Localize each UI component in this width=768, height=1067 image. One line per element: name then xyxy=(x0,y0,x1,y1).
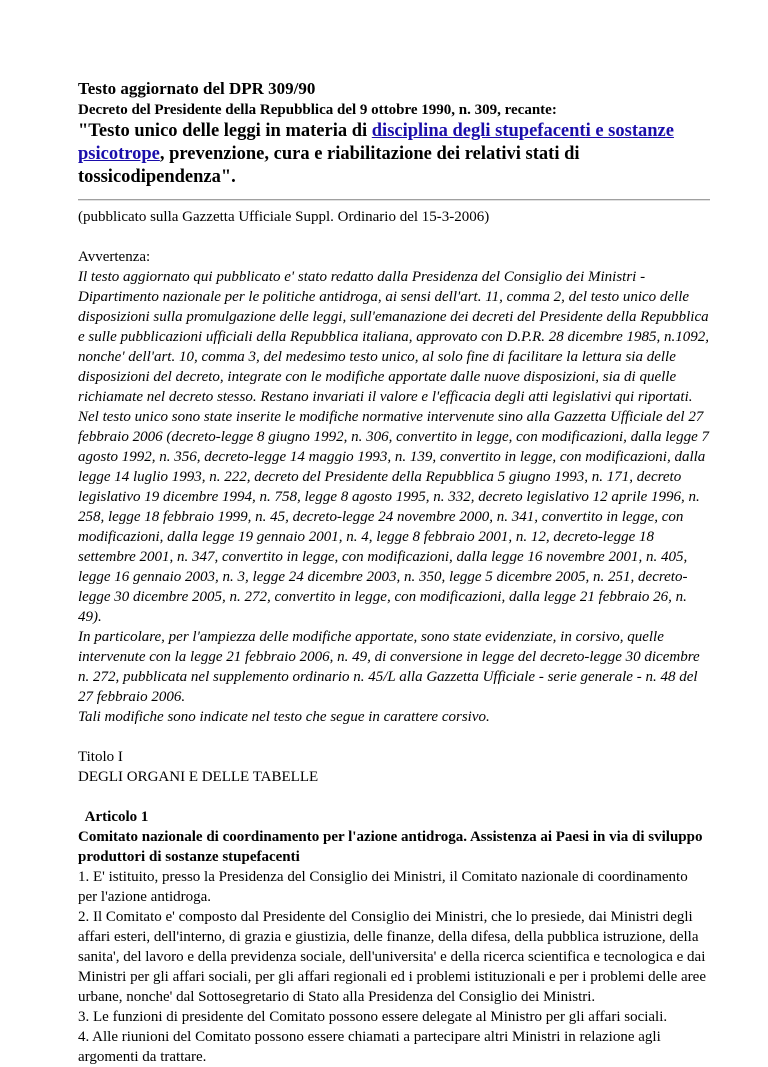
article-paragraph: 4. Alle riunioni del Comitato possono essere chiamati a partecipare altri Ministri in relazione agli argomenti da trattare. xyxy=(78,1029,661,1065)
title-label: Titolo I xyxy=(78,749,123,765)
law-title-prefix: "Testo unico delle leggi in materia di xyxy=(78,121,372,141)
law-title xyxy=(78,120,710,189)
warning-paragraph: Il testo aggiornato qui pubblicato e' stato redatto dalla Presidenza del Consiglio dei Ministri - Dipartimento nazionale per le politiche antidroga, ai sensi dell'art. 11, comma 2, del testo unico delle disposizioni sulla promulgazione delle leggi, sull'emanazione dei decreti del Presidente della Repubblica e sulle pubblicazioni ufficiali della Repubblica italiana, approvato con D.P.R. 28 dicembre 1985, n.1092, nonche' dell'art. 10, comma 3, del medesimo testo unico, al solo fine di facilitare la lettura sia delle disposizioni del decreto, integrate con le modifiche apportate dalle nuove disposizioni, sia di quelle richiamate nel decreto stesso. Restano invariati il valore e l'efficacia degli atti legislativi qui riportati. xyxy=(78,269,710,405)
horizontal-divider xyxy=(78,199,710,201)
article-paragraph: 3. Le funzioni di presidente del Comitato possono essere delegate al Ministro per gli affari sociali. xyxy=(78,1009,668,1025)
warning-paragraph: Nel testo unico sono state inserite le modifiche normative intervenute sino alla Gazzetta Ufficiale del 27 febbraio 2006 (decreto-legge 8 giugno 1992, n. 306, convertito in legge, con modificazioni, dalla legge 7 agosto 1992, n. 356, decreto-legge 14 maggio 1993, n. 139, convertito in legge, con modificazioni, dalla legge 14 luglio 1993, n. 222, decreto del Presidente della Repubblica 5 giugno 1993, n. 171, decreto legislativo 19 dicembre 1994, n. 758, legge 8 agosto 1995, n. 332, decreto legislativo 12 aprile 1996, n. 258, legge 18 febbraio 1999, n. 45, decreto-legge 24 novembre 2000, n. 341, convertito in legge, con modificazioni, dalla legge 19 gennaio 2001, n. 4, legge 8 febbraio 2001, n. 12, decreto-legge 18 settembre 2001, n. 347, convertito in legge, con modificazioni, dalla legge 16 novembre 2001, n. 405, legge 16 gennaio 2003, n. 3, legge 24 dicembre 2003, n. 350, legge 5 dicembre 2005, n. 251, decreto-legge 30 dicembre 2005, n. 272, convertito in legge, con modificazioni, dalla legge 21 febbraio 26, n. 49). xyxy=(78,409,709,625)
title-section xyxy=(78,747,710,787)
warning-paragraph: Tali modifiche sono indicate nel testo che segue in carattere corsivo. xyxy=(78,709,490,725)
law-title-suffix: , prevenzione, cura e riabilitazione dei relativi stati di tossicodipendenza". xyxy=(78,144,580,187)
article-number: Articolo 1 xyxy=(78,809,149,825)
article-heading: Comitato nazionale di coordinamento per l'azione antidroga. Assistenza ai Paesi in via di sviluppo produttori di sostanze stupefacenti xyxy=(78,829,703,865)
article-body xyxy=(78,867,710,1067)
article-1 xyxy=(78,807,710,1067)
law-subject-link[interactable]: disciplina degli stupefacenti e sostanze psicotrope xyxy=(78,121,674,164)
publication-note: (pubblicato sulla Gazzetta Ufficiale Suppl. Ordinario del 15-3-2006) xyxy=(78,209,490,225)
warning-paragraph: In particolare, per l'ampiezza delle modifiche apportate, sono state evidenziate, in corsivo, quelle intervenute con la legge 21 febbraio 2006, n. 49, di conversione in legge del decreto-legge 30 dicembre n. 272, pubblicata nel supplemento ordinario n. 45/L alla Gazzetta Ufficiale - serie generale - n. 48 del 27 febbraio 2006. xyxy=(78,629,700,705)
title-name: DEGLI ORGANI E DELLE TABELLE xyxy=(78,769,319,785)
warning-heading: Avvertenza: xyxy=(78,249,151,265)
document-title: Testo aggiornato del DPR 309/90 xyxy=(78,79,316,98)
decree-subtitle: Decreto del Presidente della Repubblica del 9 ottobre 1990, n. 309, recante: xyxy=(78,102,557,118)
article-paragraph: 1. E' istituito, presso la Presidenza del Consiglio dei Ministri, il Comitato nazionale di coordinamento per l'azione antidroga. xyxy=(78,869,688,905)
warning-text xyxy=(78,267,710,727)
article-paragraph: 2. Il Comitato e' composto dal Presidente del Consiglio dei Ministri, che lo presiede, dai Ministri degli affari esteri, dell'interno, di grazia e giustizia, delle finanze, della difesa, della pubblica istruzione, della sanita', del lavoro e della previdenza sociale, dell'universita' e della ricerca scientifica e tecnologica e dai Ministri per gli affari sociali, per gli affari regionali ed i problemi istituzionali e per i problemi delle aree urbane, nonche' dal Sottosegretario di Stato alla Presidenza del Consiglio dei Ministri. xyxy=(78,909,706,1005)
